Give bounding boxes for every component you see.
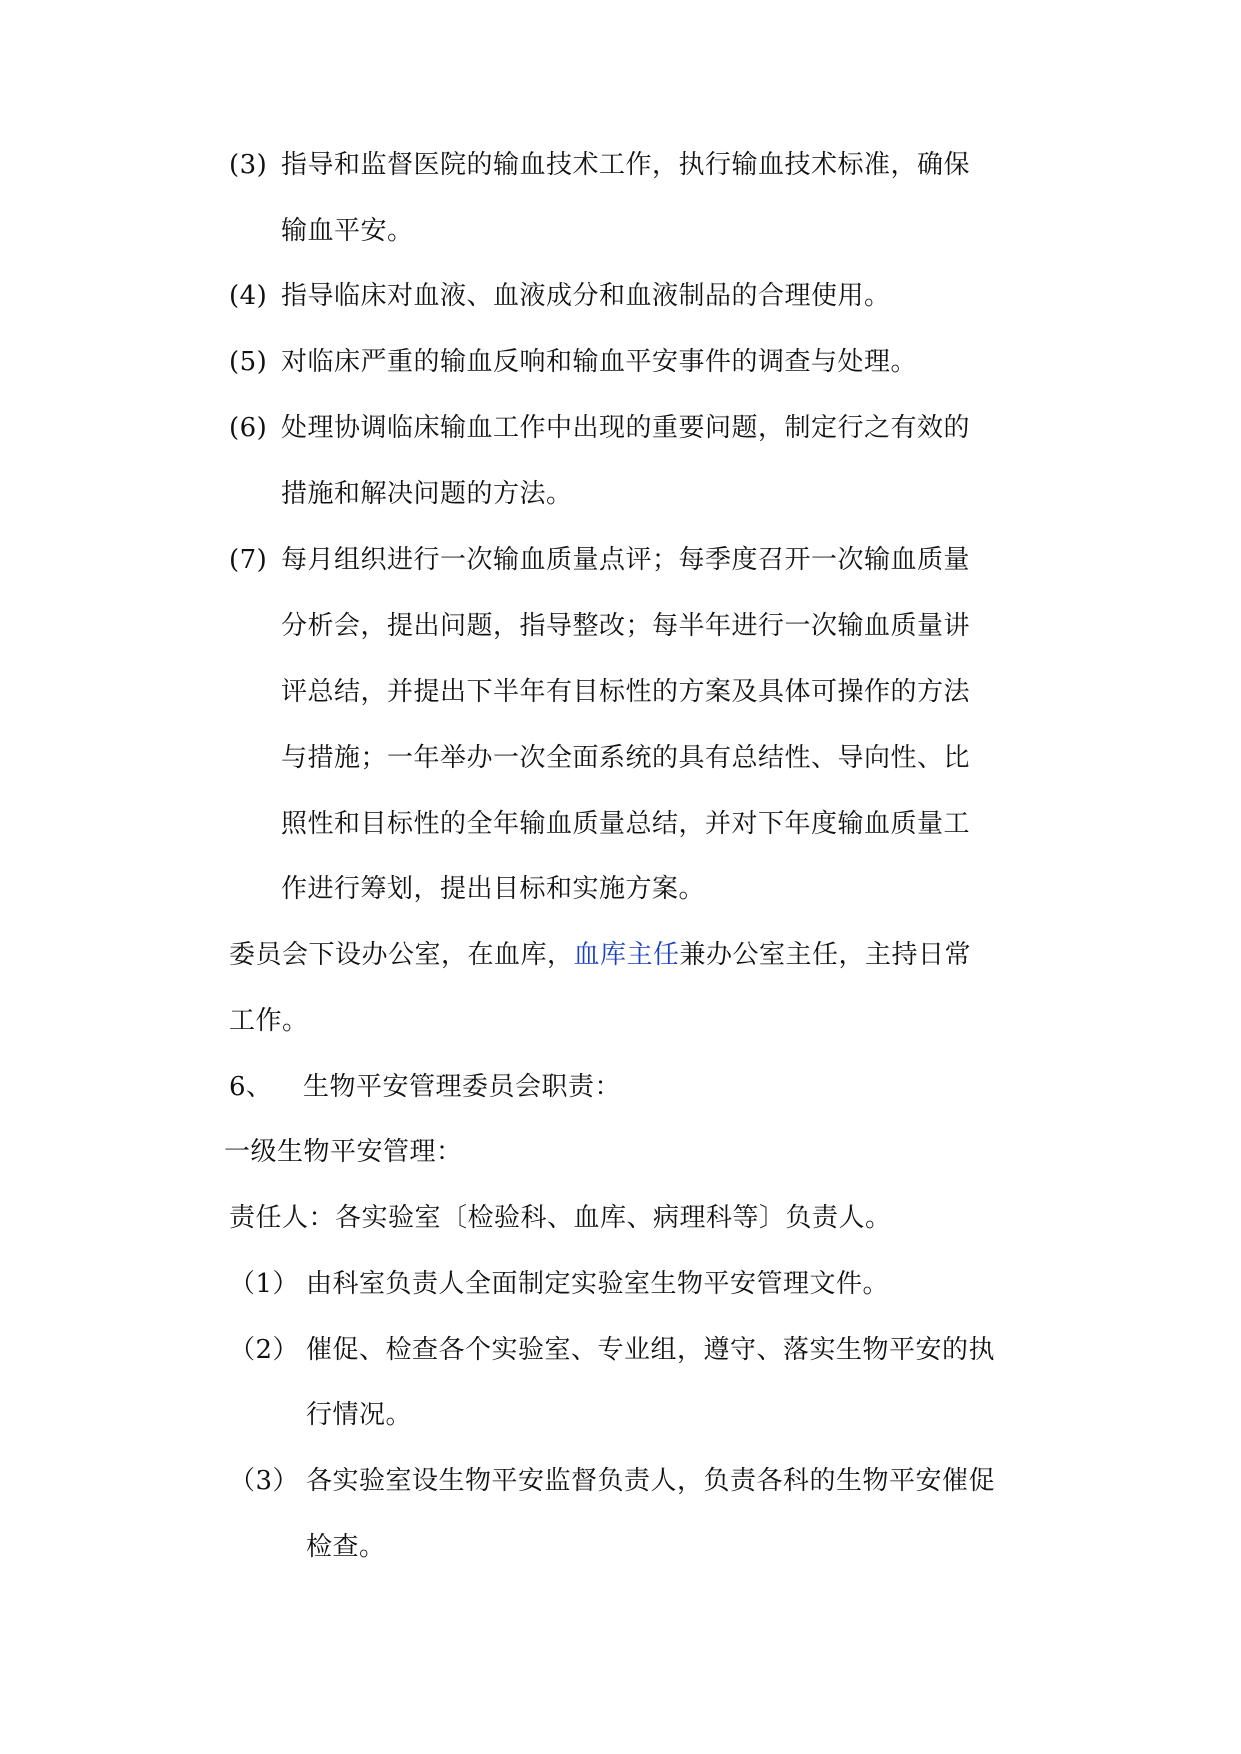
list-marker: (5) (229, 347, 268, 377)
list-item-3-line-1 (229, 148, 267, 182)
list-item-5-line-1 (229, 345, 267, 379)
list-item-text: 照性和目标性的全年输血质量总结，并对下年度输血质量工 (281, 809, 971, 839)
list-marker: (3) (229, 150, 268, 180)
office-text-after-link: 兼办公室主任，主持日常 (679, 940, 972, 970)
responsible-line: 责任人：各实验室〔检验科、血库、病理科等〕负责人。 (229, 1203, 892, 1233)
list-item-4-line-1 (229, 279, 267, 313)
office-paragraph-line-1 (229, 938, 971, 972)
list-item-text: 处理协调临床输血工作中出现的重要问题，制定行之有效的 (281, 413, 971, 443)
list-item-text: 每月组织进行一次输血质量点评；每季度召开一次输血质量 (281, 545, 971, 575)
list-item-text: 由科室负责人全面制定实验室生物平安管理文件。 (306, 1269, 890, 1299)
office-paragraph-line-2: 工作。 (229, 1006, 309, 1036)
list-item-7-line-1 (229, 543, 267, 577)
office-text-before-link: 委员会下设办公室，在血库， (229, 940, 574, 970)
section-title: 生物平安管理委员会职责： (303, 1072, 622, 1102)
list-marker: （3） (229, 1466, 300, 1496)
list-item-text: 与措施；一年举办一次全面系统的具有总结性、导向性、比 (281, 743, 971, 773)
list-item-text: 各实验室设生物平安监督负责人，负责各科的生物平安催促 (306, 1466, 996, 1496)
list-marker: （2） (229, 1335, 300, 1365)
list-marker: (7) (229, 545, 268, 575)
list-item-text: 指导临床对血液、血液成分和血液制品的合理使用。 (281, 281, 891, 311)
list-marker: （1） (229, 1269, 300, 1299)
list-item-text: 输血平安。 (281, 216, 414, 246)
list-marker: (6) (229, 413, 268, 443)
list-item-text: 措施和解决问题的方法。 (281, 479, 573, 509)
list-item-text: 指导和监督医院的输血技术工作，执行输血技术标准，确保 (281, 150, 971, 180)
blood-bank-director-link[interactable]: 血库主任 (573, 940, 680, 970)
list-marker: (4) (229, 281, 268, 311)
section-number: 6、 (229, 1072, 273, 1102)
list-item-text: 作进行筹划，提出目标和实施方案。 (281, 874, 706, 904)
level1-heading: 一级生物平安管理： (224, 1137, 463, 1167)
list-item-text: 催促、检查各个实验室、专业组，遵守、落实生物平安的执 (306, 1335, 996, 1365)
list-item-text: 行情况。 (306, 1400, 413, 1430)
list-item-text: 对临床严重的输血反响和输血平安事件的调查与处理。 (281, 347, 918, 377)
list-item-text: 评总结，并提出下半年有目标性的方案及具体可操作的方法 (281, 677, 971, 707)
list-item-text: 分析会，提出问题，指导整改；每半年进行一次输血质量讲 (281, 611, 971, 641)
list-item-text: 检查。 (306, 1532, 386, 1562)
list-item-6-line-1 (229, 411, 267, 445)
